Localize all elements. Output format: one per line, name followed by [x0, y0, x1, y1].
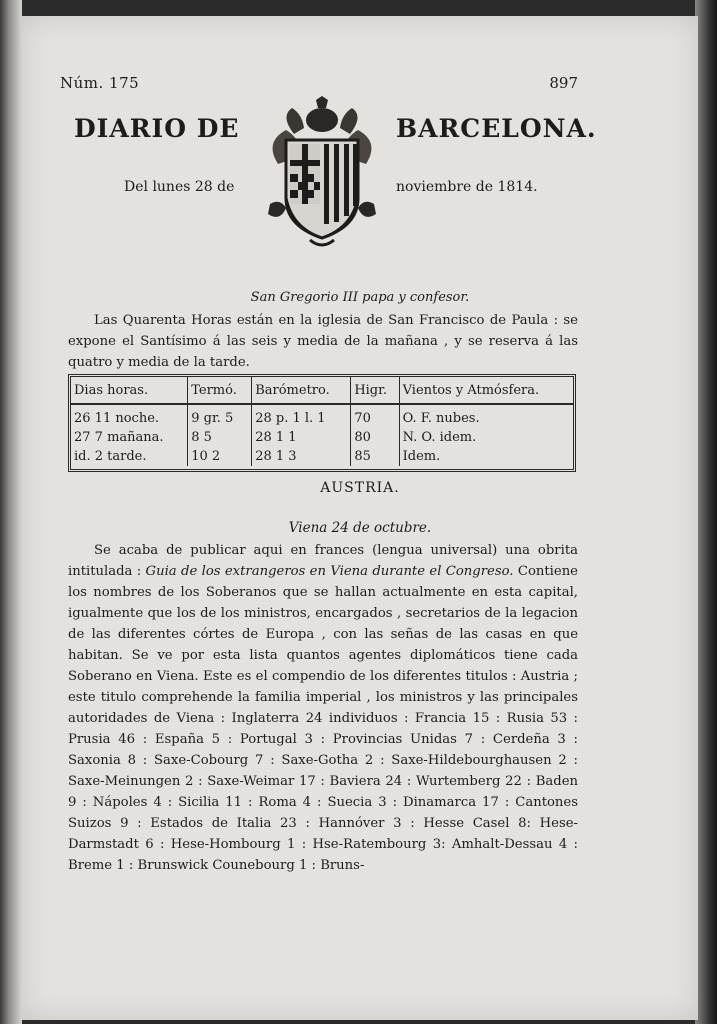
page-number: 897: [549, 74, 578, 92]
article-text-start: Se acaba de publicar aqui en frances (lengua universal) una obrita intitulada :: [68, 543, 578, 579]
weather-cell: O. F. nubes.: [402, 411, 480, 426]
weather-cell: 10 2: [188, 447, 252, 466]
weather-cell: 28 1 3: [252, 447, 351, 466]
weather-cell: 26 11 noche.: [71, 404, 188, 428]
weather-cell: 80: [351, 428, 399, 447]
weather-cell: id. 2 tarde.: [71, 447, 188, 466]
intro-paragraph: Las Quarenta Horas están en la iglesia de San Francisco de Paula : se expone el Santísimo á las seis y media de la mañana , y se reserva á las quatro y media de la tarde.: [68, 313, 578, 370]
weather-header: Higr.: [351, 377, 399, 404]
book-spine: [0, 0, 22, 1024]
masthead-title-right: BARCELONA.: [396, 114, 597, 143]
issue-number: Núm. 175: [60, 74, 140, 92]
page-edge: [695, 0, 717, 1024]
weather-cell: 28 p. 1 l. 1: [252, 404, 351, 428]
weather-cell: 28 1 1: [252, 428, 351, 447]
table-row: [71, 428, 573, 447]
newspaper-page: [22, 16, 698, 1020]
weather-cell: 70: [351, 404, 399, 428]
weather-cell: 8 5: [188, 428, 252, 447]
weather-cell: 9 gr. 5: [188, 404, 252, 428]
masthead-title-left: DIARIO DE: [74, 114, 240, 143]
weather-header: Termó.: [188, 377, 252, 404]
weather-cell: N. O. idem.: [402, 430, 477, 445]
section-heading: AUSTRIA.: [320, 480, 400, 496]
weather-header: Vientos y Atmósfera.: [399, 377, 573, 404]
article-book-title: Guia de los extrangeros en Viena durante el Congreso.: [145, 564, 514, 579]
weather-cell: 85: [351, 447, 399, 466]
article-text-rest: Contiene los nombres de los Soberanos que se hallan actualmente en esta capital, igualmente que los de los ministros, encargados , secretarios de la legacion de las diferentes córtes de Europa , con las señas de las casas en que habitan. Se ve por esta lista quantos agentes diplomáticos tiene cada Soberano en Viena. Este es el compendio de los diferentes titulos : Austria ; este titulo comprehende la familia imperial , los ministros y las principales autoridades de Viena : Inglaterra 24 individuos : Francia 15 : Rusia 53 : Prusia 46 : España 5 : Portugal 3 : Provincias Unidas 7 : Cerdeña 3 : Saxonia 8 : Saxe-Cobourg 7 : Saxe-Gotha 2 : Saxe-Hildebourghausen 2 : Saxe-Meinungen 2 : Saxe-Weimar 17 : Baviera 24 : Wurtemberg 22 : Baden 9 : Nápoles 4 : Sicilia 11 : Roma 4 : Suecia 3 : Dinamarca 17 : Cantones Suizos 9 : Estados de Italia 23 : Hannóver 3 : Hesse Casel 8: Hese-Darmstadt 6 : Hese-Hombourg 1 : Hse-Ratembourg 3: Amhalt-Dessau 4 : Breme 1 : Brunswick Counebourg 1 : Bruns-: [68, 564, 578, 873]
weather-table: [68, 374, 576, 472]
article-body: [68, 540, 578, 876]
date-line-right: noviembre de 1814.: [396, 179, 538, 195]
weather-cell: 27 7 mañana.: [71, 428, 188, 447]
weather-header: Dias horas.: [71, 377, 188, 404]
coat-of-arms-icon: [264, 94, 380, 250]
weather-header: Barómetro.: [252, 377, 351, 404]
article-dateline: Viena 24 de octubre.: [288, 520, 432, 536]
table-row: [71, 404, 573, 428]
saint-of-day: San Gregorio III papa y confesor.: [250, 290, 470, 305]
weather-cell: Idem.: [402, 449, 441, 464]
date-line-left: Del lunes 28 de: [124, 179, 235, 195]
table-row: [71, 447, 573, 466]
